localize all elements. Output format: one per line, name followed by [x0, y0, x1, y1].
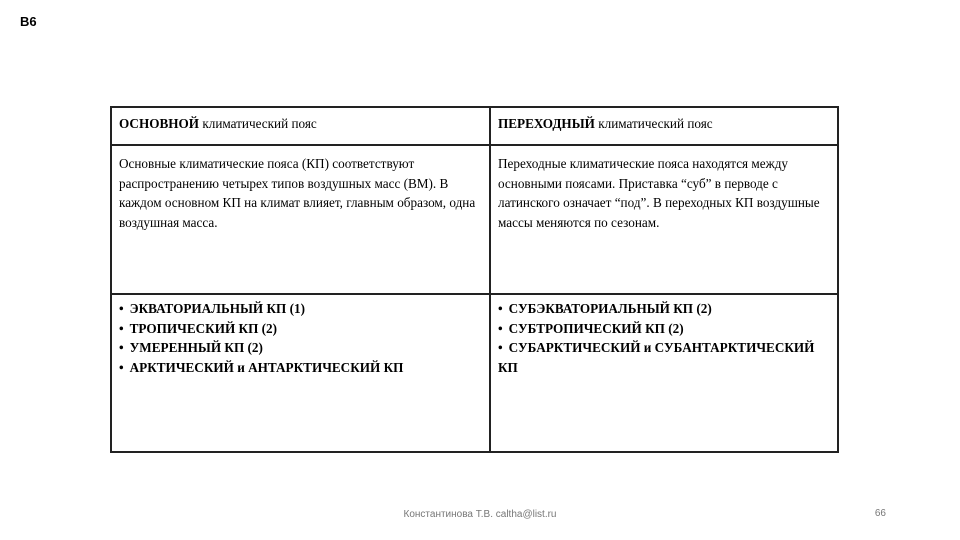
zone-label: СУБТРОПИЧЕСКИЙ КП (2)	[508, 320, 684, 336]
description-row	[111, 145, 838, 294]
zone-label: УМЕРЕННЫЙ КП (2)	[129, 340, 263, 355]
main-belt-zones	[111, 294, 490, 452]
list-item	[119, 358, 482, 378]
zone-label: ТРОПИЧЕСКИЙ КП (2)	[129, 320, 278, 336]
list-item	[498, 338, 830, 377]
slide-label: B6	[20, 14, 37, 29]
table-header-row	[111, 107, 838, 145]
list-item	[119, 319, 482, 339]
header-main-belt-rest: климатический пояс	[199, 116, 317, 131]
list-item	[498, 319, 830, 339]
bullet-icon: •	[498, 320, 503, 336]
zones-row	[111, 294, 838, 452]
bullet-icon: •	[119, 340, 124, 355]
header-main-belt	[111, 107, 490, 145]
bullet-icon: •	[119, 359, 124, 375]
transitional-belt-description: Переходные климатические пояса находятся между основными поясами. Приставка “суб” в перводе с латинского означает “под”. В переходных КП воздушные массы меняются по сезонам.	[490, 145, 838, 294]
transitional-belt-zones	[490, 294, 838, 452]
zone-label: АРКТИЧЕСКИЙ и АНТАРКТИЧЕСКИЙ КП	[129, 359, 404, 375]
main-zones-list	[119, 299, 482, 377]
bullet-icon: •	[498, 340, 503, 355]
list-item	[119, 299, 482, 319]
bullet-icon: •	[498, 301, 503, 316]
header-transitional-belt-bold: ПЕРЕХОДНЫЙ	[498, 116, 595, 131]
header-transitional-belt-rest: климатический пояс	[594, 116, 713, 131]
zone-label: ЭКВАТОРИАЛЬНЫЙ КП (1)	[129, 301, 305, 316]
header-transitional-belt	[490, 107, 838, 145]
page-number: 66	[874, 508, 886, 519]
zone-label: СУБЭКВАТОРИАЛЬНЫЙ КП (2)	[508, 301, 712, 316]
bullet-icon: •	[119, 320, 124, 336]
zone-label: СУБАРКТИЧЕСКИЙ и СУБАНТАРКТИЧЕСКИЙ КП	[498, 340, 815, 375]
climate-belts-table	[110, 106, 839, 453]
transitional-zones-list	[498, 299, 830, 377]
list-item	[498, 299, 830, 319]
footer-author: Константинова Т.В. caltha@list.ru	[403, 509, 557, 520]
header-main-belt-bold: ОСНОВНОЙ	[119, 116, 200, 131]
main-belt-description: Основные климатические пояса (КП) соответствуют распространению четырех типов воздушных масс (ВМ). В каждом основном КП на климат влияет, главным образом, одна воздушная масса.	[111, 145, 490, 294]
bullet-icon: •	[119, 301, 124, 316]
list-item	[119, 338, 482, 358]
